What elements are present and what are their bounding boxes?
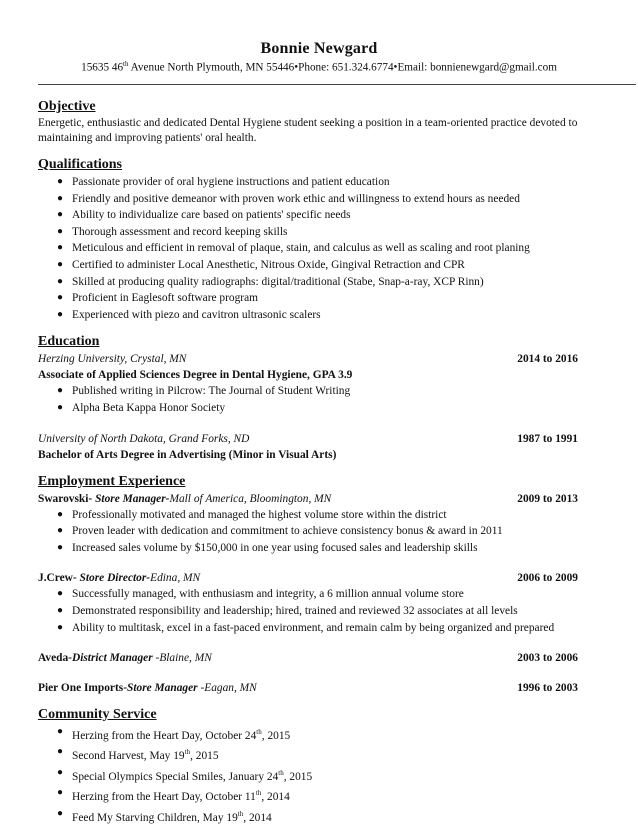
job-location: Mall of America, Bloomington, MN — [169, 492, 332, 505]
job-company: Swarovski- — [38, 492, 93, 505]
objective-text: Energetic, enthusiastic and dedicated Dental Hygiene student seeking a position in a team-oriented practice devoted to maintaining and improving patients' oral health. — [38, 117, 578, 144]
date-suffix: th — [237, 809, 244, 818]
school-row — [38, 431, 598, 447]
list-item-text: Ability to multitask, excel in a fast-paced environment, and remain calm by being organized and prepared — [72, 621, 555, 634]
resume-body — [38, 98, 598, 826]
job-role: Store Manager — [127, 682, 198, 695]
bullet-icon: ● — [57, 258, 64, 270]
date-suffix: th — [255, 789, 262, 798]
bullet-icon: ● — [57, 401, 64, 413]
date-suffix: th — [278, 768, 284, 777]
list-item — [38, 174, 598, 191]
list-item — [38, 257, 598, 274]
list-item — [38, 274, 598, 291]
list-item-text: Alpha Beta Kappa Honor Society — [72, 401, 226, 414]
address-suffix: th — [123, 60, 129, 68]
job-company: Aveda- — [38, 652, 72, 665]
bullet-icon: ● — [57, 385, 64, 397]
community-list — [38, 724, 598, 826]
list-item — [38, 290, 598, 307]
list-item — [38, 240, 598, 257]
bullet-icon: ● — [57, 525, 64, 537]
list-item — [38, 507, 598, 524]
bullet-icon: ● — [57, 192, 64, 204]
bullet-icon: ● — [57, 225, 64, 237]
address-number: 15635 46 — [81, 61, 124, 74]
list-item-text: Published writing in Pilcrow: The Journal of Student Writing — [72, 385, 351, 398]
bullet-icon: ● — [57, 588, 64, 600]
job-company: Pier One Imports- — [38, 682, 128, 695]
bullet-icon: ● — [57, 787, 64, 799]
list-item — [38, 383, 598, 400]
list-item-text: Successfully managed, with enthusiasm and integrity, a 6 million annual volume store — [72, 588, 464, 601]
list-item-text: Passionate provider of oral hygiene instructions and patient education — [72, 176, 390, 188]
job-duties-list — [38, 507, 598, 557]
bullet-icon: ● — [57, 292, 64, 304]
job-location: Edina, MN — [150, 572, 201, 585]
list-item-text: Second Harvest, May 19 — [72, 750, 185, 763]
bullet-icon: ● — [57, 209, 64, 221]
list-item-year: , 2015 — [283, 770, 313, 783]
applicant-name: Bonnie Newgard — [260, 40, 378, 57]
qualifications-list — [38, 174, 598, 323]
list-item-text: Proficient in Eaglesoft software program — [72, 292, 258, 305]
list-item — [38, 765, 598, 785]
list-item-text: Experienced with piezo and cavitron ultrasonic scalers — [72, 308, 321, 321]
list-item — [38, 586, 598, 603]
school-dates: 2014 to 2016 — [517, 353, 578, 366]
list-item — [38, 207, 598, 224]
list-item-year: , 2014 — [261, 791, 290, 804]
job-location: -Blaine, MN — [152, 652, 212, 665]
job-company: J.Crew- — [38, 572, 77, 585]
job-dates: 2006 to 2009 — [517, 572, 578, 585]
bullet-icon: ● — [57, 746, 64, 758]
list-item-text: Increased sales volume by $150,000 in one year using focused sales and leadership skills — [72, 541, 478, 554]
list-item — [38, 540, 598, 557]
community-heading: Community Service — [38, 707, 157, 723]
contact-details: Avenue North Plymouth, MN 55446•Phone: 651.324.6774•Email: bonnienewgard@gmail.com — [128, 61, 557, 74]
education-heading: Education — [38, 334, 100, 350]
list-item — [38, 724, 598, 744]
bullet-icon: ● — [57, 541, 64, 553]
list-item — [38, 191, 598, 208]
school-row — [38, 351, 598, 367]
bullet-icon: ● — [57, 508, 64, 520]
bullet-icon: ● — [57, 308, 64, 320]
job-row — [38, 491, 598, 507]
job-role: District Manager — [71, 652, 153, 665]
degree-title: Associate of Applied Sciences Degree in Dental Hygiene, GPA 3.9 — [38, 369, 353, 382]
school-name: University of North Dakota, Grand Forks, ND — [38, 432, 250, 445]
date-suffix: th — [184, 748, 191, 757]
job-role: Store Director- — [76, 572, 151, 585]
header-divider — [38, 84, 636, 85]
list-item-year: , 2015 — [190, 750, 219, 763]
list-item-text: Professionally motivated and managed the highest volume store within the district — [72, 508, 447, 521]
bullet-icon: ● — [57, 604, 64, 616]
list-item-text: Feed My Starving Children, May 19 — [72, 811, 238, 824]
list-item — [38, 400, 598, 417]
list-item — [38, 806, 598, 826]
list-item-year: , 2015 — [261, 729, 291, 742]
qualifications-heading: Qualifications — [38, 157, 123, 172]
list-item — [38, 744, 598, 764]
list-item-text: Ability to individualize care based on patients' specific needs — [72, 209, 351, 222]
school-dates: 1987 to 1991 — [517, 432, 578, 445]
list-item — [38, 785, 598, 805]
list-item-text: Thorough assessment and record keeping skills — [72, 225, 288, 238]
list-item-text: Certified to administer Local Anesthetic, Nitrous Oxide, Gingival Retraction and CPR — [72, 258, 465, 271]
bullet-icon: ● — [57, 621, 64, 633]
bullet-icon: ● — [57, 242, 64, 254]
job-dates: 2009 to 2013 — [517, 492, 578, 505]
list-item — [38, 307, 598, 324]
job-role: Store Manager- — [92, 492, 170, 505]
list-item-text: Friendly and positive demeanor with proven work ethic and willingness to extend hours as needed — [72, 192, 520, 205]
objective-heading: Objective — [38, 99, 96, 114]
bullet-icon: ● — [57, 726, 64, 738]
bullet-icon: ● — [57, 176, 64, 187]
education-list — [38, 383, 598, 416]
school-name: Herzing University, Crystal, MN — [38, 353, 187, 366]
contact-line — [0, 60, 638, 74]
job-location: -Eagan, MN — [197, 682, 257, 695]
list-item-year: , 2014 — [243, 811, 272, 824]
list-item-text: Demonstrated responsibility and leadership; hired, trained and reviewed 32 associates at all levels — [72, 604, 518, 617]
list-item — [38, 523, 598, 540]
list-item — [38, 224, 598, 241]
employment-heading: Employment Experience — [38, 473, 186, 489]
list-item — [38, 620, 598, 637]
list-item-text: Herzing from the Heart Day, October 24 — [72, 729, 257, 742]
list-item-text: Herzing from the Heart Day, October 11 — [72, 791, 256, 804]
job-row — [38, 680, 598, 696]
job-row — [38, 570, 598, 586]
list-item — [38, 603, 598, 620]
list-item-text: Skilled at producing quality radiographs: digital/traditional (Stabe, Snap-a-ray, XCP Rinn) — [72, 275, 484, 288]
job-dates: 2003 to 2006 — [517, 652, 578, 665]
bullet-icon: ● — [57, 275, 64, 287]
degree-title: Bachelor of Arts Degree in Advertising (Minor in Visual Arts) — [38, 448, 337, 461]
date-suffix: th — [256, 728, 262, 737]
job-row — [38, 650, 598, 666]
job-duties-list — [38, 586, 598, 636]
job-dates: 1996 to 2003 — [517, 682, 578, 695]
bullet-icon: ● — [57, 766, 64, 778]
list-item-text: Meticulous and efficient in removal of plaque, stain, and calculus as well as scaling and root planing — [72, 242, 530, 255]
list-item-text: Special Olympics Special Smiles, January 24 — [72, 770, 279, 783]
list-item-text: Proven leader with dedication and commitment to achieve consistency bonus & award in 2011 — [72, 525, 503, 538]
bullet-icon: ● — [57, 807, 64, 819]
